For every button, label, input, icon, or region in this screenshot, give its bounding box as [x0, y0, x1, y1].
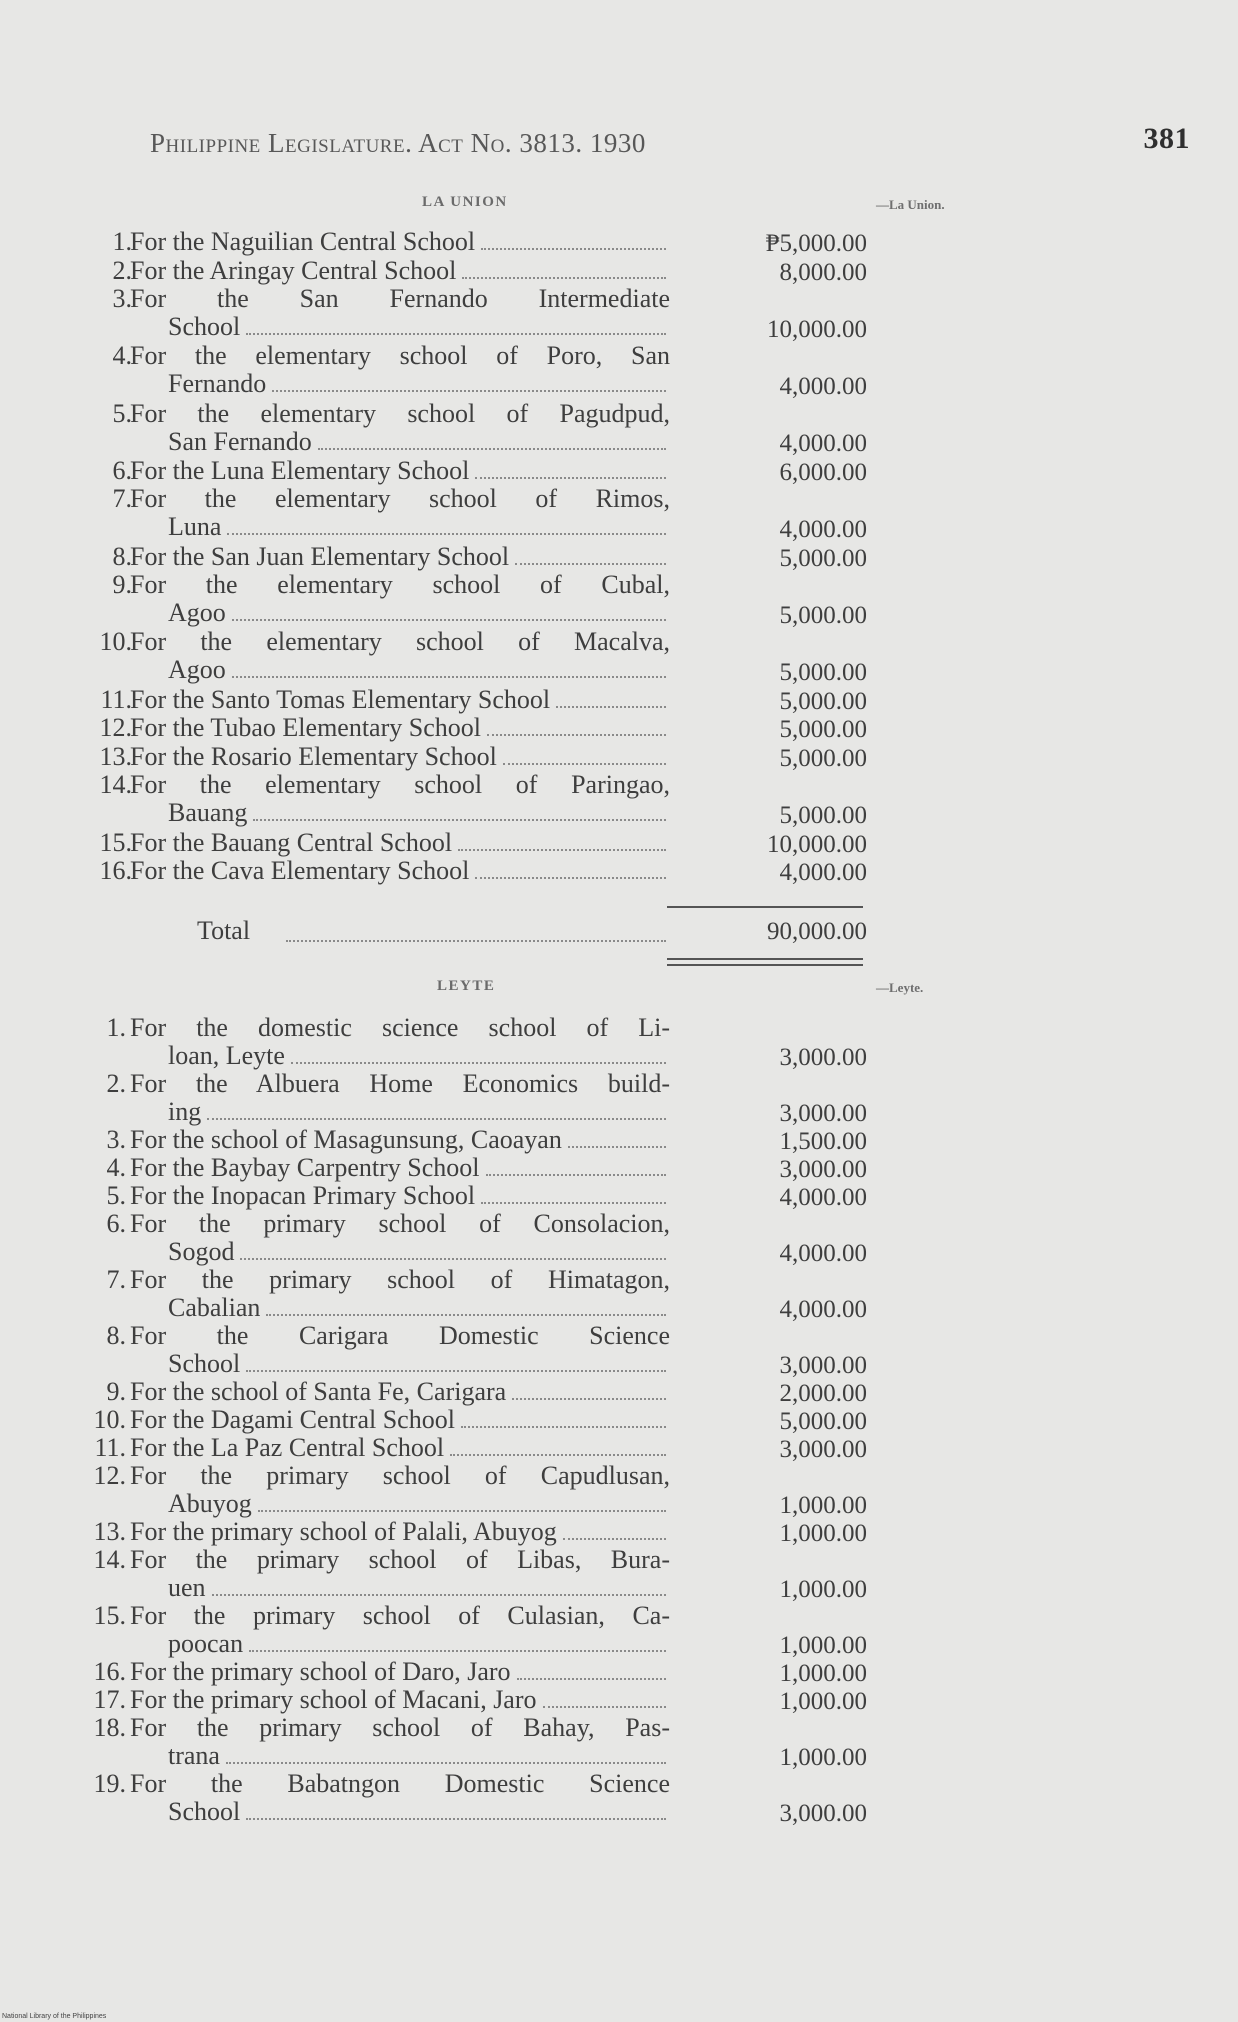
item-description — [130, 1658, 670, 1686]
item-description-line: ing — [168, 1097, 202, 1126]
leader-dots — [266, 1314, 666, 1316]
item-description-line: Abuyog — [168, 1489, 252, 1518]
item-amount: 3,000.00 — [779, 1156, 867, 1183]
item-description-line: For the primary school of Capudlusan, — [130, 1461, 670, 1490]
item-description — [130, 1686, 670, 1714]
leader-dots — [515, 563, 666, 565]
item-amount: 2,000.00 — [779, 1380, 867, 1407]
total-label: Total — [197, 916, 251, 945]
leader-dots — [461, 1426, 666, 1428]
item-amount: 5,000.00 — [779, 744, 867, 772]
margin-note-leyte: —Leyte. — [876, 980, 924, 995]
item-number: 7. — [112, 484, 132, 514]
item-description-line: Fernando — [168, 369, 267, 399]
leader-dots — [232, 676, 666, 678]
item-description-line: For the Dagami Central School — [130, 1405, 455, 1434]
item-description-line: School — [168, 1797, 241, 1826]
margin-note-la-union: —La Union. — [876, 197, 945, 212]
item-number: 2. — [106, 1069, 126, 1098]
item-description — [130, 1154, 670, 1182]
item-description — [130, 1770, 670, 1826]
item-description-line: For the Baybay Carpentry School — [130, 1153, 480, 1182]
leader-dots — [291, 1062, 666, 1064]
leader-dots — [486, 1174, 667, 1176]
section-title-leyte: LEYTE — [437, 978, 496, 994]
item-amount: 1,000.00 — [779, 1660, 867, 1687]
item-number: 6. — [112, 455, 132, 485]
item-number: 11. — [94, 1433, 126, 1462]
item-description-line: For the primary school of Macani, Jaro — [130, 1685, 537, 1714]
item-number: 9. — [112, 570, 132, 600]
item-number: 5. — [106, 1181, 126, 1210]
item-amount: 5,000.00 — [779, 601, 867, 629]
item-description — [130, 1462, 670, 1518]
leader-dots — [207, 1118, 666, 1120]
item-description-line: Sogod — [168, 1237, 235, 1266]
item-description-line: For the primary school of Daro, Jaro — [130, 1657, 511, 1686]
item-description-line: San Fernando — [168, 426, 312, 456]
item-amount: 5,000.00 — [779, 687, 867, 715]
item-description — [130, 714, 670, 742]
item-amount: 5,000.00 — [779, 658, 867, 686]
item-number: 3. — [106, 1125, 126, 1154]
item-description — [130, 228, 670, 256]
item-description-line: For the primary school of Libas, Bura- — [130, 1545, 670, 1574]
leader-dots — [481, 1202, 666, 1204]
item-description-line: For the elementary school of Pagudpud, — [130, 398, 670, 428]
item-description — [130, 1602, 670, 1658]
item-description-line: For the primary school of Consolacion, — [130, 1209, 670, 1238]
footer-credit: National Library of the Philippines — [2, 2013, 107, 2020]
item-description — [130, 1714, 670, 1770]
item-description-line: For the Rosario Elementary School — [130, 741, 497, 771]
item-description-line: School — [168, 1349, 241, 1378]
item-amount: 5,000.00 — [779, 716, 867, 744]
item-amount: 3,000.00 — [779, 1800, 867, 1827]
leader-dots — [563, 1538, 666, 1540]
item-description-line: For the school of Masagunsung, Caoayan — [130, 1125, 562, 1154]
item-description-line: For the Bauang Central School — [130, 827, 453, 857]
running-title: Philippine Legislature. Act No. 3813. 1930 — [150, 128, 646, 158]
item-description — [130, 1070, 670, 1126]
leader-dots — [249, 1650, 666, 1652]
item-number: 15. — [99, 827, 132, 857]
item-description-line: trana — [168, 1741, 220, 1770]
total-leader-dots — [286, 940, 666, 942]
item-number: 5. — [112, 398, 132, 428]
leader-dots — [246, 1818, 666, 1820]
item-amount: 4,000.00 — [779, 372, 867, 400]
item-description — [130, 1546, 670, 1602]
leader-dots — [512, 1398, 666, 1400]
leader-dots — [487, 734, 666, 736]
item-number: 8. — [106, 1321, 126, 1350]
item-amount: ₱5,000.00 — [765, 230, 867, 257]
item-amount: 10,000.00 — [767, 315, 867, 343]
item-amount: 5,000.00 — [779, 801, 867, 829]
leader-dots — [272, 390, 666, 392]
item-description — [130, 285, 670, 341]
item-description — [130, 1406, 670, 1434]
leader-dots — [475, 877, 666, 879]
leader-dots — [318, 448, 666, 450]
item-description-line: For the primary school of Bahay, Pas- — [130, 1713, 670, 1742]
item-amount: 1,500.00 — [779, 1128, 867, 1155]
total-amount: 90,000.00 — [767, 918, 867, 945]
item-amount: 4,000.00 — [779, 430, 867, 458]
item-amount: 4,000.00 — [779, 1184, 867, 1211]
item-number: 6. — [106, 1209, 126, 1238]
item-number: 16. — [93, 1657, 126, 1686]
leader-dots — [475, 477, 666, 479]
item-description-line: For the primary school of Himatagon, — [130, 1265, 670, 1294]
item-description-line: For the Luna Elementary School — [130, 455, 470, 485]
item-number: 3. — [112, 284, 132, 314]
item-description-line: For the primary school of Culasian, Ca- — [130, 1601, 670, 1630]
item-description — [130, 257, 670, 285]
item-description-line: Agoo — [168, 598, 226, 628]
item-description — [130, 1210, 670, 1266]
item-amount: 8,000.00 — [779, 258, 867, 286]
item-description-line: For the Tubao Elementary School — [130, 713, 481, 743]
item-number: 12. — [93, 1461, 126, 1490]
leader-dots — [226, 1762, 666, 1764]
item-amount: 1,000.00 — [779, 1688, 867, 1715]
leader-dots — [246, 333, 666, 335]
item-description-line: For the elementary school of Cubal, — [130, 570, 670, 600]
item-number: 18. — [93, 1713, 126, 1742]
total-double-rule-top — [667, 958, 863, 960]
leader-dots — [556, 706, 666, 708]
item-number: 9. — [106, 1377, 126, 1406]
leader-dots — [253, 819, 666, 821]
item-description-line: For the domestic science school of Li- — [130, 1013, 670, 1042]
page-header — [150, 122, 1190, 162]
item-amount: 4,000.00 — [779, 1240, 867, 1267]
item-number: 2. — [112, 255, 132, 285]
section-title-la-union: LA UNION — [422, 194, 508, 210]
item-amount: 10,000.00 — [767, 830, 867, 858]
item-amount: 4,000.00 — [779, 515, 867, 543]
item-description-line: uen — [168, 1573, 206, 1602]
page-number: 381 — [1143, 122, 1190, 155]
item-description — [130, 571, 670, 627]
leader-dots — [462, 277, 666, 279]
item-number: 14. — [99, 770, 132, 800]
item-description-line: Cabalian — [168, 1293, 261, 1322]
item-number: 13. — [99, 741, 132, 771]
item-description — [130, 686, 670, 714]
item-number: 16. — [99, 856, 132, 886]
item-number: 1. — [112, 227, 132, 256]
item-description — [130, 1322, 670, 1378]
item-number: 4. — [106, 1153, 126, 1182]
item-description — [130, 543, 670, 571]
item-description-line: For the Santo Tomas Elementary School — [130, 684, 551, 714]
item-description — [130, 771, 670, 827]
item-description — [130, 857, 670, 885]
item-description — [130, 1182, 670, 1210]
item-amount: 4,000.00 — [779, 1296, 867, 1323]
item-number: 10. — [93, 1405, 126, 1434]
item-number: 8. — [112, 541, 132, 571]
item-description-line: For the primary school of Palali, Abuyog — [130, 1517, 557, 1546]
leader-dots — [258, 1510, 666, 1512]
leader-dots — [227, 533, 666, 535]
item-number: 4. — [112, 341, 132, 371]
item-amount: 1,000.00 — [779, 1492, 867, 1519]
item-description-line: poocan — [168, 1629, 244, 1658]
item-number: 10. — [99, 627, 132, 657]
item-amount: 1,000.00 — [779, 1744, 867, 1771]
item-number: 12. — [99, 713, 132, 743]
item-description-line: Agoo — [168, 655, 226, 685]
item-description-line: For the school of Santa Fe, Carigara — [130, 1377, 507, 1406]
item-description-line: For the Albuera Home Economics build- — [130, 1069, 670, 1098]
item-description — [130, 1266, 670, 1322]
leader-dots — [246, 1370, 666, 1372]
item-description — [130, 485, 670, 541]
item-description-line: For the San Juan Elementary School — [130, 541, 510, 571]
item-description — [130, 628, 670, 684]
item-number: 17. — [93, 1685, 126, 1714]
item-description-line: For the elementary school of Poro, San — [130, 341, 670, 371]
leader-dots — [517, 1678, 666, 1680]
item-amount: 3,000.00 — [779, 1436, 867, 1463]
item-description-line: For the San Fernando Intermediate — [130, 284, 670, 314]
item-amount: 3,000.00 — [779, 1352, 867, 1379]
leader-dots — [232, 619, 666, 621]
item-number: 19. — [93, 1769, 126, 1798]
item-description — [130, 457, 670, 485]
item-amount: 6,000.00 — [779, 458, 867, 486]
leader-dots — [503, 763, 666, 765]
item-description-line: For the La Paz Central School — [130, 1433, 445, 1462]
leader-dots — [450, 1454, 666, 1456]
subtotal-rule — [667, 906, 863, 908]
item-number: 15. — [93, 1601, 126, 1630]
item-amount: 1,000.00 — [779, 1576, 867, 1603]
item-description — [130, 1518, 670, 1546]
item-description-line: For the Naguilian Central School — [130, 227, 476, 256]
item-amount: 3,000.00 — [779, 1100, 867, 1127]
item-description — [130, 1434, 670, 1462]
item-description-line: For the elementary school of Macalva, — [130, 627, 670, 657]
item-description — [130, 1378, 670, 1406]
item-description-line: School — [168, 312, 241, 342]
item-description-line: For the Aringay Central School — [130, 255, 457, 285]
item-description — [130, 400, 670, 456]
item-amount: 1,000.00 — [779, 1632, 867, 1659]
item-description-line: For the elementary school of Rimos, — [130, 484, 670, 514]
item-description — [130, 743, 670, 771]
item-amount: 5,000.00 — [779, 544, 867, 572]
leader-dots — [240, 1258, 666, 1260]
leader-dots — [458, 849, 666, 851]
item-description — [130, 829, 670, 857]
item-amount: 5,000.00 — [779, 1408, 867, 1435]
item-description-line: For the Babatngon Domestic Science — [130, 1769, 670, 1798]
item-description-line: For the Cava Elementary School — [130, 856, 470, 886]
item-description-line: Bauang — [168, 798, 248, 828]
item-description — [130, 342, 670, 398]
item-description-line: For the Carigara Domestic Science — [130, 1321, 670, 1350]
item-description-line: For the Inopacan Primary School — [130, 1181, 476, 1210]
item-description — [130, 1126, 670, 1154]
item-number: 1. — [106, 1013, 126, 1042]
leader-dots — [212, 1594, 666, 1596]
item-number: 11. — [100, 684, 132, 714]
leader-dots — [481, 248, 666, 250]
leader-dots — [543, 1706, 666, 1708]
item-description-line: For the elementary school of Paringao, — [130, 770, 670, 800]
total-double-rule-bottom — [667, 964, 863, 966]
item-number: 7. — [106, 1265, 126, 1294]
item-amount: 4,000.00 — [779, 859, 867, 887]
leader-dots — [568, 1146, 666, 1148]
item-description-line: loan, Leyte — [168, 1041, 285, 1070]
item-amount: 3,000.00 — [779, 1044, 867, 1071]
item-number: 13. — [93, 1517, 126, 1546]
item-description — [130, 1014, 670, 1070]
item-amount: 1,000.00 — [779, 1520, 867, 1547]
item-description-line: Luna — [168, 512, 222, 542]
item-number: 14. — [93, 1545, 126, 1574]
